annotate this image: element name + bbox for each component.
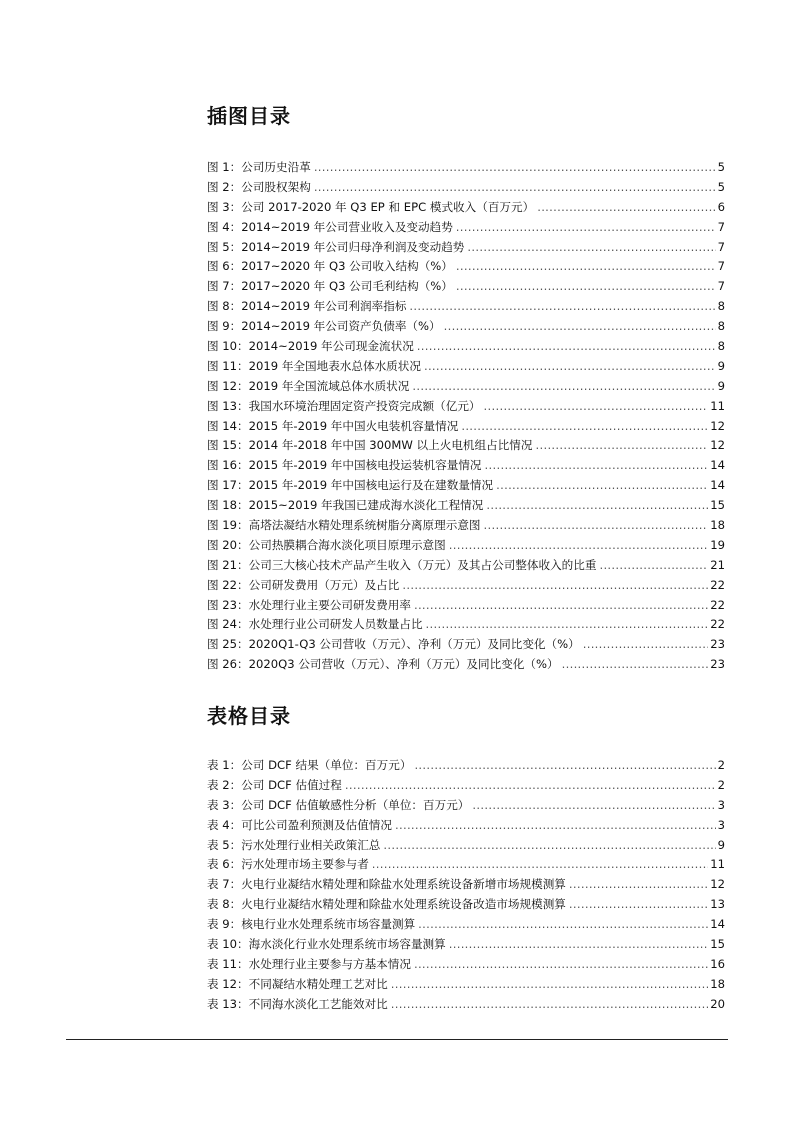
toc-entry-page-number: 9 [717, 378, 725, 393]
toc-dot-leader [456, 218, 716, 238]
tables-section-title: 表格目录 [207, 704, 291, 728]
toc-entry-page-number: 7 [717, 279, 725, 294]
toc-entry-page-number: 19 [710, 537, 725, 552]
toc-entry-label: 图 11：2019 年全国地表水总体水质状况 [207, 358, 421, 373]
toc-entry-page-number: 8 [717, 319, 725, 334]
table-toc-entry[interactable] [207, 935, 725, 955]
toc-entry-label: 图 6：2017~2020 年 Q3 公司收入结构（%） [207, 259, 453, 274]
figure-toc-entry[interactable] [207, 516, 725, 536]
toc-entry-label: 表 5：污水处理行业相关政策汇总 [207, 837, 381, 852]
figure-toc-entry[interactable] [207, 238, 725, 258]
figure-toc-entry[interactable] [207, 218, 725, 238]
toc-dot-leader [412, 377, 715, 397]
table-toc-entry[interactable] [207, 955, 725, 975]
figure-toc-entry[interactable] [207, 655, 725, 675]
toc-entry-label: 图 25：2020Q1-Q3 公司营收（万元）、净利（万元）及同比变化（%） [207, 637, 580, 652]
figure-toc-entry[interactable] [207, 397, 725, 417]
table-toc-entry[interactable] [207, 855, 725, 875]
toc-entry-label: 图 26：2020Q3 公司营收（万元）、净利（万元）及同比变化（%） [207, 657, 559, 672]
toc-entry-label: 图 15：2014 年-2018 年中国 300MW 以上火电机组占比情况 [207, 438, 533, 453]
toc-entry-page-number: 22 [710, 597, 725, 612]
toc-dot-leader [535, 436, 708, 456]
toc-entry-page-number: 12 [710, 438, 725, 453]
figure-toc-entry[interactable] [207, 576, 725, 596]
toc-entry-label: 图 3：公司 2017-2020 年 Q3 EP 和 EPC 模式收入（百万元） [207, 199, 535, 214]
toc-entry-label: 图 22：公司研发费用（万元）及占比 [207, 577, 400, 592]
toc-dot-leader [391, 975, 708, 995]
toc-dot-leader [537, 198, 715, 218]
toc-entry-label: 图 5：2014~2019 年公司归母净利润及变动趋势 [207, 239, 465, 254]
toc-entry-page-number: 5 [717, 179, 725, 194]
toc-entry-page-number: 6 [717, 199, 725, 214]
toc-entry-page-number: 7 [717, 259, 725, 274]
figure-toc-entry[interactable] [207, 277, 725, 297]
toc-dot-leader [484, 397, 709, 417]
table-toc-entry[interactable] [207, 875, 725, 895]
toc-entry-page-number: 9 [717, 358, 725, 373]
toc-dot-leader [417, 337, 716, 357]
toc-entry-label: 表 12：不同凝结水精处理工艺对比 [207, 976, 388, 991]
toc-entry-label: 图 2：公司股权架构 [207, 179, 311, 194]
figures-section-title: 插图目录 [207, 104, 291, 128]
tables-toc-list [207, 756, 725, 1015]
toc-entry-page-number: 13 [710, 897, 725, 912]
toc-entry-page-number: 9 [717, 837, 725, 852]
figure-toc-entry[interactable] [207, 456, 725, 476]
toc-dot-leader [583, 635, 709, 655]
toc-entry-label: 图 20：公司热膜耦合海水淡化项目原理示意图 [207, 537, 446, 552]
toc-entry-page-number: 2 [717, 758, 725, 772]
table-toc-entry[interactable] [207, 776, 725, 796]
toc-entry-label: 图 9：2014~2019 年公司资产负债率（%） [207, 319, 441, 334]
toc-dot-leader [485, 456, 709, 476]
figure-toc-entry[interactable] [207, 337, 725, 357]
toc-entry-label: 表 1：公司 DCF 结果（单位：百万元） [207, 758, 412, 772]
toc-entry-label: 图 13：我国水环境治理固定资产投资完成额（亿元） [207, 398, 481, 413]
table-toc-entry[interactable] [207, 895, 725, 915]
toc-dot-leader [467, 238, 715, 258]
toc-entry-label: 表 13：不同海水淡化工艺能效对比 [207, 996, 388, 1011]
figure-toc-entry[interactable] [207, 476, 725, 496]
toc-dot-leader [599, 556, 708, 576]
toc-entry-label: 图 14：2015 年-2019 年中国火电装机容量情况 [207, 418, 459, 433]
figure-toc-entry[interactable] [207, 536, 725, 556]
toc-dot-leader [461, 417, 708, 437]
toc-entry-page-number: 7 [717, 239, 725, 254]
table-toc-entry[interactable] [207, 915, 725, 935]
toc-entry-label: 图 7：2017~2020 年 Q3 公司毛利结构（%） [207, 279, 453, 294]
toc-entry-label: 图 19：高塔法凝结水精处理系统树脂分离原理示意图 [207, 518, 481, 533]
toc-entry-page-number: 14 [710, 478, 725, 493]
toc-entry-page-number: 5 [717, 160, 725, 174]
toc-dot-leader [449, 536, 709, 556]
toc-entry-label: 图 18：2015~2019 年我国已建成海水淡化工程情况 [207, 498, 484, 513]
toc-dot-leader [414, 756, 715, 776]
toc-dot-leader [418, 915, 708, 935]
toc-dot-leader [424, 357, 716, 377]
toc-entry-label: 图 4：2014~2019 年公司营业收入及变动趋势 [207, 219, 453, 234]
toc-entry-page-number: 12 [710, 418, 725, 433]
toc-dot-leader [345, 776, 716, 796]
toc-dot-leader [314, 158, 716, 178]
toc-entry-label: 图 17：2015 年-2019 年中国核电运行及在建数量情况 [207, 478, 494, 493]
figure-toc-entry[interactable] [207, 496, 725, 516]
figure-toc-entry[interactable] [207, 377, 725, 397]
toc-dot-leader [426, 615, 709, 635]
footer-divider [66, 1039, 728, 1040]
toc-entry-page-number: 3 [717, 797, 725, 812]
toc-entry-page-number: 8 [717, 339, 725, 354]
toc-entry-page-number: 12 [710, 877, 725, 892]
toc-dot-leader [402, 576, 708, 596]
toc-dot-leader [569, 895, 708, 915]
toc-dot-leader [449, 935, 709, 955]
toc-dot-leader [486, 496, 708, 516]
toc-entry-page-number: 18 [710, 518, 725, 533]
toc-dot-leader [496, 476, 708, 496]
table-toc-entry[interactable] [207, 756, 725, 776]
toc-dot-leader [391, 995, 708, 1015]
toc-entry-label: 图 12：2019 年全国流域总体水质状况 [207, 378, 410, 393]
toc-entry-page-number: 22 [710, 577, 725, 592]
toc-entry-label: 表 11：水处理行业主要参与方基本情况 [207, 956, 411, 971]
toc-entry-page-number: 15 [710, 937, 725, 952]
toc-entry-label: 图 8：2014~2019 年公司利润率指标 [207, 299, 407, 314]
toc-entry-label: 图 23：水处理行业主要公司研发费用率 [207, 597, 411, 612]
toc-dot-leader [456, 277, 716, 297]
figure-toc-entry[interactable] [207, 257, 725, 277]
toc-dot-leader [569, 875, 708, 895]
toc-entry-page-number: 16 [710, 956, 725, 971]
toc-dot-leader [472, 796, 715, 816]
toc-entry-page-number: 23 [710, 657, 725, 672]
toc-entry-page-number: 21 [710, 557, 725, 572]
toc-dot-leader [456, 257, 716, 277]
toc-entry-label: 表 8：火电行业凝结水精处理和除盐水处理系统设备改造市场规模测算 [207, 897, 566, 912]
figure-toc-entry[interactable] [207, 158, 725, 178]
figure-toc-entry[interactable] [207, 436, 725, 456]
figure-toc-entry[interactable] [207, 596, 725, 616]
toc-entry-label: 表 2：公司 DCF 估值过程 [207, 777, 342, 792]
table-toc-entry[interactable] [207, 995, 725, 1015]
toc-entry-label: 图 16：2015 年-2019 年中国核电投运装机容量情况 [207, 458, 482, 473]
table-toc-entry[interactable] [207, 816, 725, 836]
figure-toc-entry[interactable] [207, 297, 725, 317]
toc-dot-leader [562, 655, 709, 675]
toc-entry-label: 表 9：核电行业水处理系统市场容量测算 [207, 917, 416, 932]
toc-entry-page-number: 23 [710, 637, 725, 652]
figure-toc-entry[interactable] [207, 178, 725, 198]
toc-entry-page-number: 18 [710, 976, 725, 991]
toc-dot-leader [414, 596, 708, 616]
toc-dot-leader [484, 516, 709, 536]
toc-dot-leader [372, 855, 708, 875]
toc-entry-page-number: 7 [717, 219, 725, 234]
toc-entry-label: 表 4：可比公司盈利预测及估值情况 [207, 817, 392, 832]
figure-toc-entry[interactable] [207, 198, 725, 218]
figures-toc-list [207, 158, 725, 675]
toc-entry-page-number: 22 [710, 617, 725, 632]
toc-entry-label: 表 10：海水淡化行业水处理系统市场容量测算 [207, 937, 446, 952]
toc-entry-page-number: 20 [710, 996, 725, 1011]
toc-entry-label: 表 6：污水处理市场主要参与者 [207, 857, 369, 872]
table-toc-entry[interactable] [207, 796, 725, 816]
figure-toc-entry[interactable] [207, 615, 725, 635]
toc-entry-label: 图 24：水处理行业公司研发人员数量占比 [207, 617, 423, 632]
toc-entry-label: 图 10：2014~2019 年公司现金流状况 [207, 339, 414, 354]
toc-entry-page-number: 15 [710, 498, 725, 513]
toc-dot-leader [409, 297, 715, 317]
figure-toc-entry[interactable] [207, 556, 725, 576]
toc-dot-leader [383, 836, 715, 856]
figure-toc-entry[interactable] [207, 317, 725, 337]
toc-entry-label: 图 21：公司三大核心技术产品产生收入（万元）及其占公司整体收入的比重 [207, 557, 597, 572]
toc-entry-page-number: 3 [717, 817, 725, 832]
toc-entry-label: 表 7：火电行业凝结水精处理和除盐水处理系统设备新增市场规模测算 [207, 877, 566, 892]
table-toc-entry[interactable] [207, 836, 725, 856]
toc-dot-leader [314, 178, 716, 198]
figure-toc-entry[interactable] [207, 417, 725, 437]
toc-dot-leader [444, 317, 716, 337]
toc-entry-page-number: 14 [710, 917, 725, 932]
toc-entry-page-number: 14 [710, 458, 725, 473]
toc-entry-label: 图 1：公司历史沿革 [207, 160, 311, 174]
toc-entry-label: 表 3：公司 DCF 估值敏感性分析（单位：百万元） [207, 797, 470, 812]
toc-entry-page-number: 8 [717, 299, 725, 314]
toc-dot-leader [414, 955, 708, 975]
toc-dot-leader [395, 816, 716, 836]
toc-entry-page-number: 11 [710, 857, 725, 872]
figure-toc-entry[interactable] [207, 357, 725, 377]
table-toc-entry[interactable] [207, 975, 725, 995]
toc-entry-page-number: 11 [710, 398, 725, 413]
figure-toc-entry[interactable] [207, 635, 725, 655]
toc-entry-page-number: 2 [717, 777, 725, 792]
